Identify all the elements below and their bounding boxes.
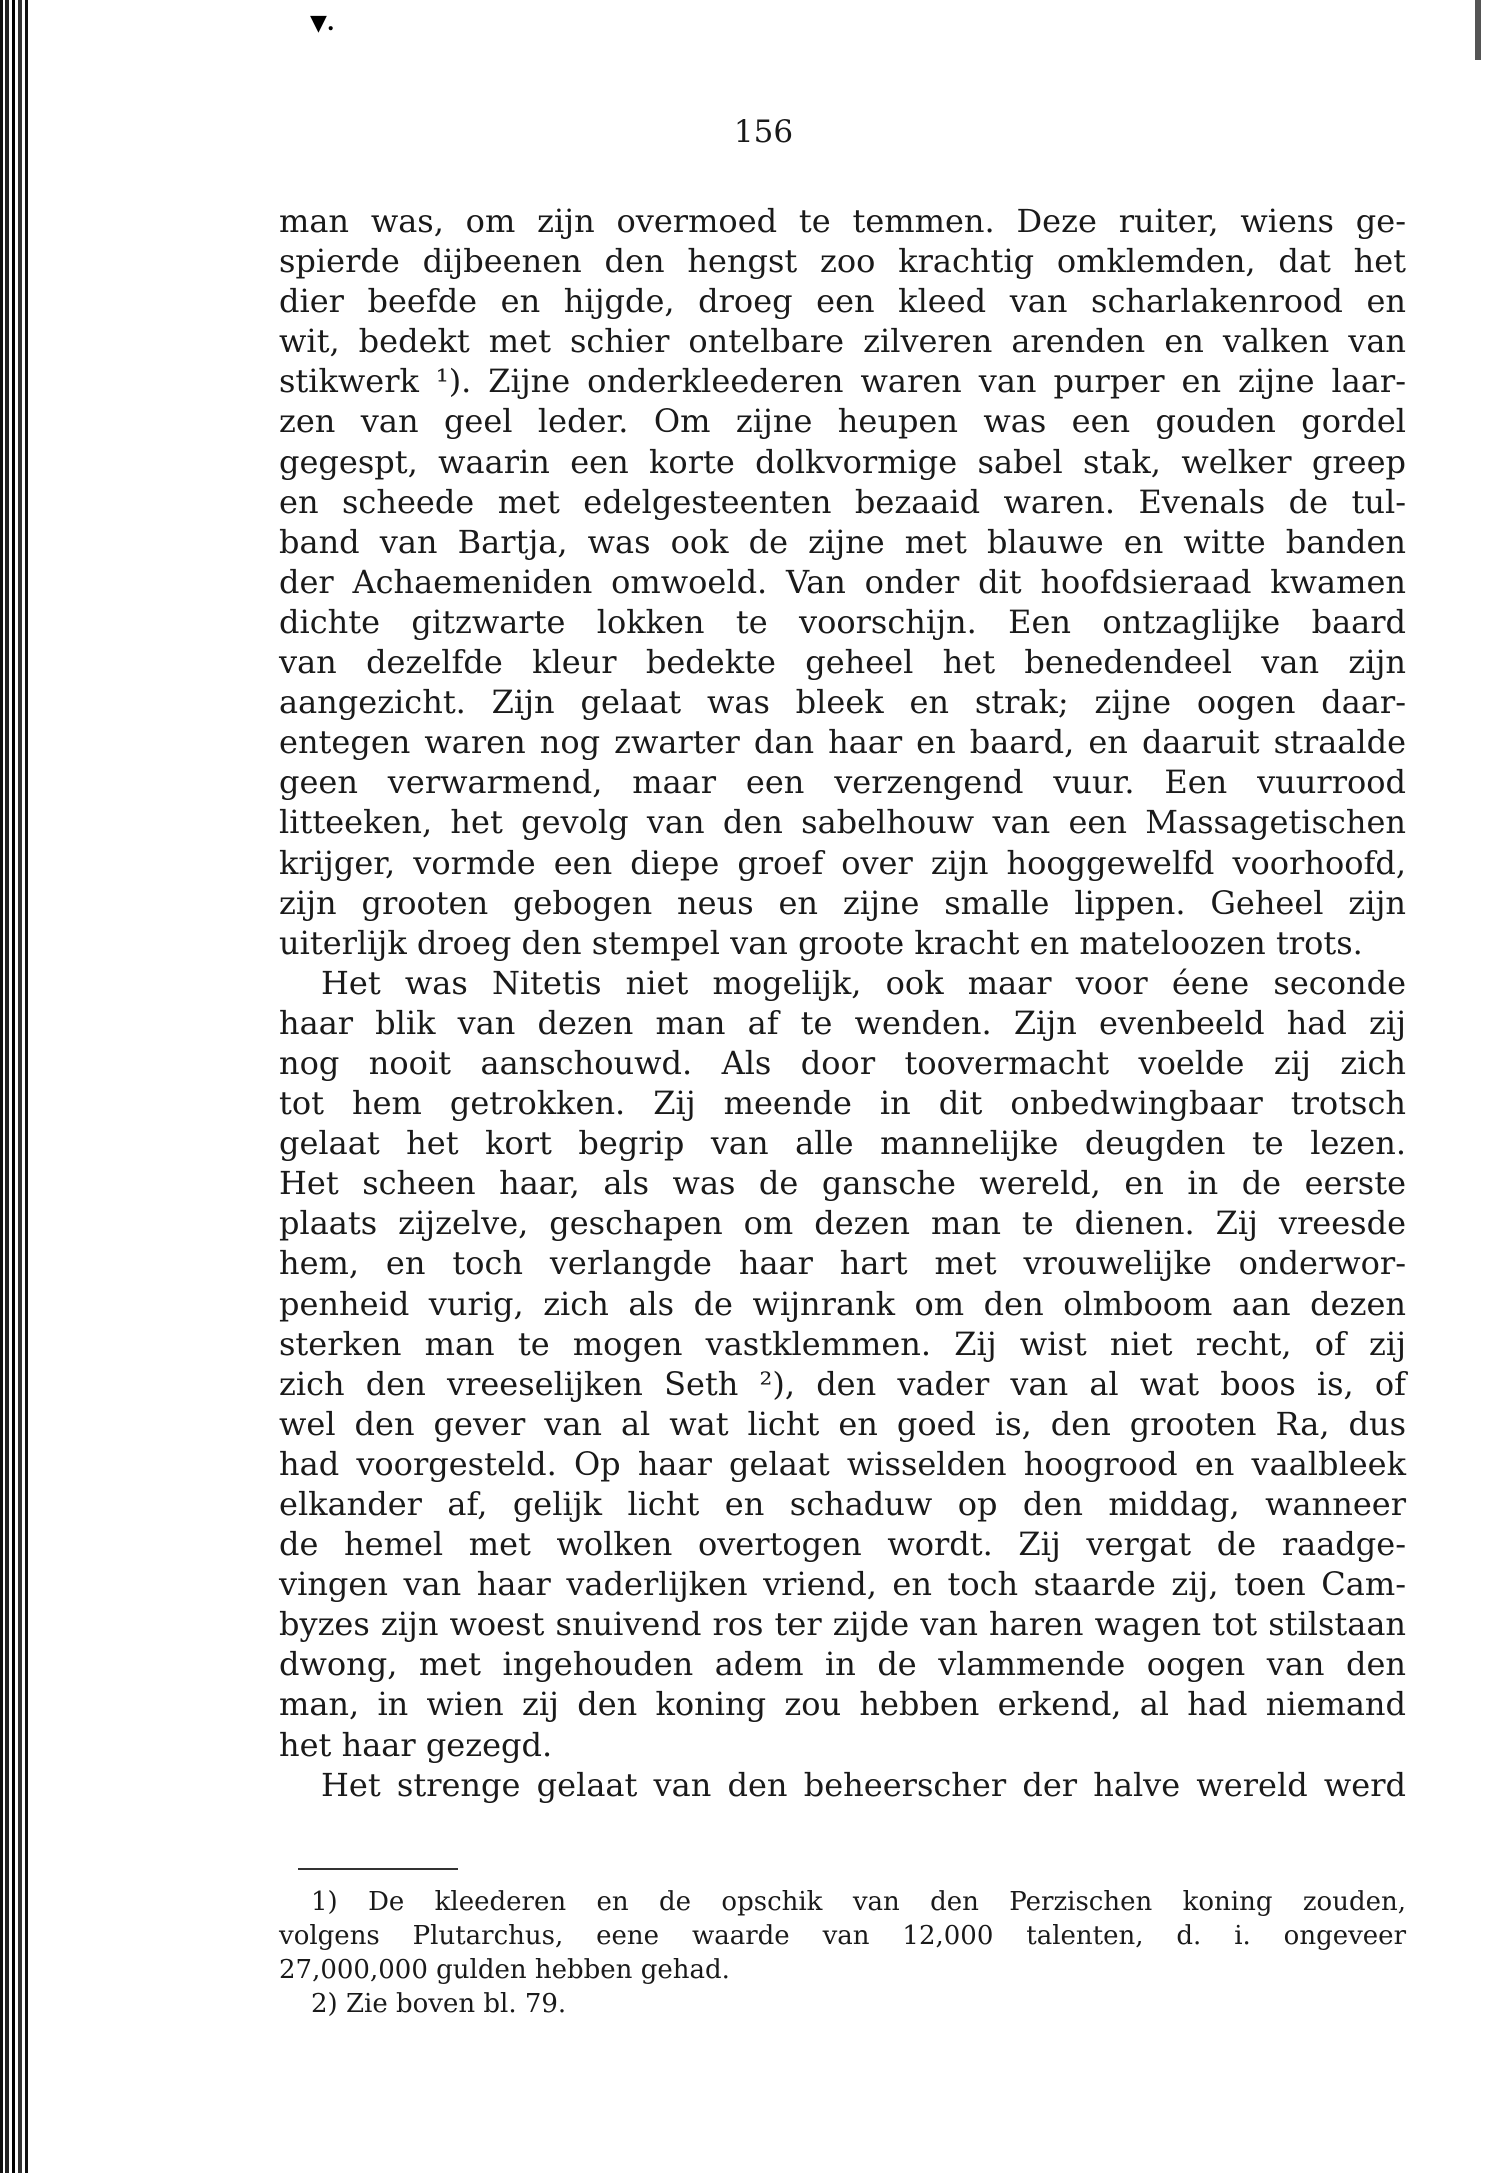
- text-line: aangezicht. Zijn gelaat was bleek en strak; zijne oogen daar-: [279, 683, 1406, 722]
- text-line: wel den gever van al wat licht en goed is, den grooten Ra, dus: [279, 1404, 1406, 1443]
- footnote-line: 1) De kleederen en de opschik van den Perzischen koning zouden,: [311, 1887, 1406, 1917]
- text-line: dier beefde en hijgde, droeg een kleed van scharlakenrood en: [279, 282, 1406, 321]
- text-line: elkander af, gelijk licht en schaduw op den middag, wanneer: [279, 1485, 1406, 1523]
- text-line: litteeken, het gevolg van den sabelhouw van een Massagetischen: [279, 803, 1406, 842]
- text-line: spierde dijbeenen den hengst zoo krachtig omklemden, dat het: [279, 242, 1406, 281]
- text-line: uiterlijk droeg den stempel van groote kracht en mateloozen trots.: [279, 923, 1363, 962]
- text-line: zijn grooten gebogen neus en zijne smalle lippen. Geheel zijn: [279, 883, 1406, 922]
- text-line: de hemel met wolken overtogen wordt. Zij vergat de raadge-: [279, 1525, 1406, 1564]
- text-line: plaats zijzelve, geschapen om dezen man te dienen. Zij vreesde: [279, 1204, 1406, 1243]
- text-line: nog nooit aanschouwd. Als door toovermacht voelde zij zich: [279, 1043, 1406, 1082]
- text-line: en scheede met edelgesteenten bezaaid waren. Evenals de tul-: [279, 482, 1406, 521]
- text-line: stikwerk ¹). Zijne onderkleederen waren van purper en zijne laar-: [279, 362, 1406, 401]
- binding-edge: [0, 0, 34, 2173]
- top-mark: ▼.: [310, 10, 335, 36]
- text-line: der Achaemeniden omwoeld. Van onder dit hoofdsieraad kwamen: [279, 562, 1406, 601]
- text-line: man was, om zijn overmoed te temmen. Deze ruiter, wiens ge-: [279, 202, 1406, 240]
- text-line: sterken man te mogen vastklemmen. Zij wist niet recht, of zij: [279, 1324, 1406, 1363]
- text-line: het haar gezegd.: [279, 1725, 553, 1764]
- footnotes: [279, 1885, 1406, 2021]
- text-line: tot hem getrokken. Zij meende in dit onbedwingbaar trotsch: [279, 1084, 1406, 1123]
- text-line: Het scheen haar, als was de gansche wereld, en in de eerste: [279, 1164, 1406, 1203]
- text-line: dichte gitzwarte lokken te voorschijn. Een ontzaglijke baard: [279, 602, 1406, 641]
- body-text: [279, 201, 1406, 1805]
- text-line: gelaat het kort begrip van alle mannelijke deugden te lezen.: [279, 1124, 1406, 1163]
- text-line: geen verwarmend, maar een verzengend vuur. Een vuurrood: [279, 763, 1406, 802]
- text-line: krijger, vormde een diepe groef over zijn hooggewelfd voorhoofd,: [279, 843, 1406, 882]
- text-line: zen van geel leder. Om zijne heupen was een gouden gordel: [279, 402, 1406, 441]
- page-number: 156: [733, 114, 794, 150]
- text-line: haar blik van dezen man af te wenden. Zijn evenbeeld had zij: [279, 1003, 1406, 1042]
- text-line: dwong, met ingehouden adem in de vlammende oogen van den: [279, 1645, 1406, 1684]
- corner-mark: [1475, 0, 1481, 60]
- text-line: gegespt, waarin een korte dolkvormige sabel stak, welker greep: [279, 442, 1406, 481]
- text-line: Het strenge gelaat van den beheerscher der halve wereld werd: [321, 1765, 1406, 1804]
- text-line: penheid vurig, zich als de wijnrank om den olmboom aan dezen: [279, 1284, 1406, 1323]
- text-line: vingen van haar vaderlijken vriend, en toch staarde zij, toen Cam-: [279, 1565, 1406, 1604]
- text-line: had voorgesteld. Op haar gelaat wisselden hoogrood en vaalbleek: [279, 1444, 1406, 1483]
- footnote-line: 2) Zie boven bl. 79.: [311, 1989, 567, 2019]
- text-line: hem, en toch verlangde haar hart met vrouwelijke onderwor-: [279, 1244, 1406, 1283]
- footnote-rule: [298, 1868, 458, 1870]
- footnote-line: 27,000,000 gulden hebben gehad.: [279, 1955, 730, 1985]
- footnote-line: volgens Plutarchus, eene waarde van 12,000 talenten, d. i. ongeveer: [279, 1921, 1406, 1951]
- text-line: van dezelfde kleur bedekte geheel het benedendeel van zijn: [279, 643, 1406, 682]
- text-line: entegen waren nog zwarter dan haar en baard, en daaruit straalde: [279, 723, 1406, 762]
- text-line: man, in wien zij den koning zou hebben erkend, al had niemand: [279, 1685, 1406, 1724]
- text-line: zich den vreeselijken Seth ²), den vader van al wat boos is, of: [279, 1364, 1406, 1403]
- text-line: byzes zijn woest snuivend ros ter zijde van haren wagen tot stilstaan: [279, 1605, 1406, 1644]
- text-line: band van Bartja, was ook de zijne met blauwe en witte banden: [279, 522, 1406, 561]
- text-line: Het was Nitetis niet mogelijk, ook maar voor éene seconde: [321, 963, 1406, 1002]
- text-line: wit, bedekt met schier ontelbare zilveren arenden en valken van: [279, 322, 1406, 361]
